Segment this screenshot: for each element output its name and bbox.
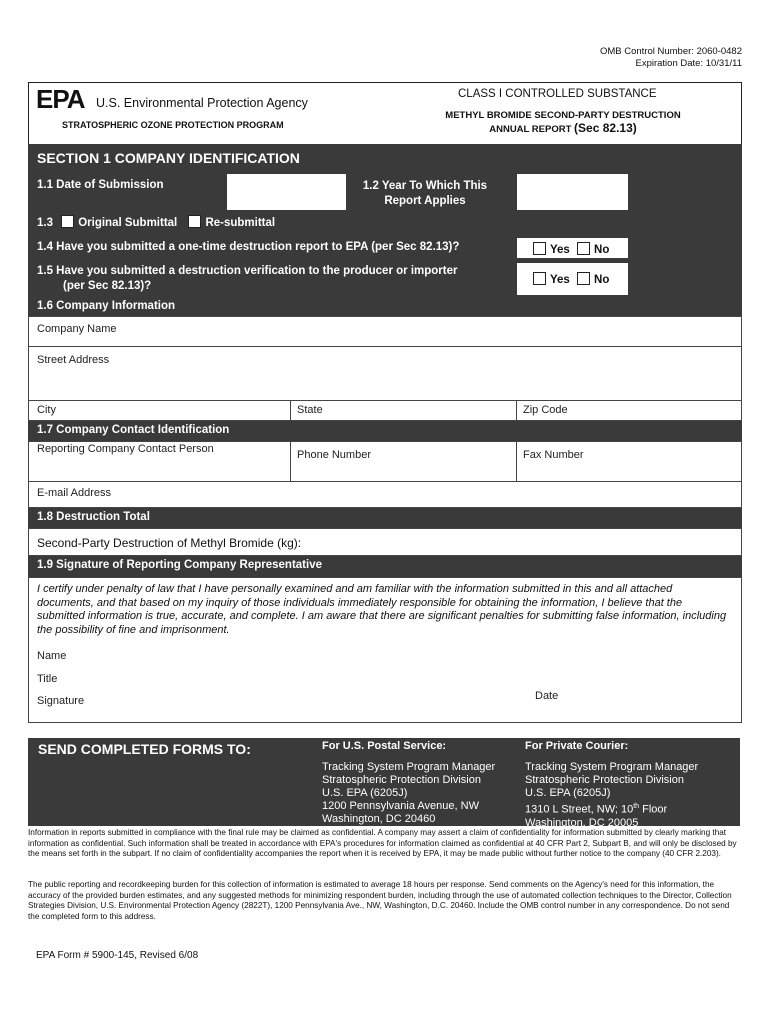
company-information-header xyxy=(28,298,742,316)
form-title-section: (Sec 82.13) xyxy=(574,121,637,135)
epa-logo: EPA xyxy=(36,84,85,114)
destruction-total-title: 1.8 Destruction Total xyxy=(37,511,150,523)
one-time-no-checkbox[interactable] xyxy=(577,242,590,255)
fax-divider xyxy=(516,442,517,482)
report-year-label xyxy=(350,179,500,209)
row-submittal-type xyxy=(28,210,742,234)
postal-line: U.S. EPA (6205J) xyxy=(322,787,408,799)
verification-yes-label: Yes xyxy=(550,274,570,286)
row-submission-year xyxy=(28,174,742,210)
one-time-report-question: 1.4 Have you submitted a one-time destruction report to EPA (per Sec 82.13)? xyxy=(37,241,460,253)
title-label: Title xyxy=(37,673,58,685)
verification-options xyxy=(517,263,628,295)
send-forms-heading: SEND COMPLETED FORMS TO: xyxy=(38,741,251,757)
burden-statement: The public reporting and recordkeeping burden for this collection of information is estimated to average 18 hours per response. Send comments on the Agency's need for this information, the accuracy of the provided burden estimates, and any suggested methods for minimizing respondent burden, including through the use of automated collection techniques to the Director, Collection Strategies Division, U.S. Environmental Protection Agency (2822T), 1200 Pennsylvania Ave., NW, Washington, D.C. 20460. Include the OMB control number in any correspondence. Do not send the completed form to this address. xyxy=(28,880,732,921)
company-name-label: Company Name xyxy=(37,323,117,335)
contact-person-label: Reporting Company Contact Person xyxy=(37,443,214,455)
email-field[interactable] xyxy=(28,482,742,508)
courier-street-line xyxy=(525,800,698,817)
form-number: EPA Form # 5900-145, Revised 6/08 xyxy=(36,950,199,961)
phone-number-label: Phone Number xyxy=(297,449,371,461)
verification-no-checkbox[interactable] xyxy=(577,272,590,285)
report-year-label-line2: Report Applies xyxy=(384,195,466,207)
verification-question-line1: 1.5 Have you submitted a destruction verification to the producer or importer xyxy=(37,265,458,277)
courier-street: 1310 L Street, NW; 10 xyxy=(525,803,634,816)
one-time-no-label: No xyxy=(594,244,610,256)
form-title-line1: METHYL BROMIDE SECOND-PARTY DESTRUCTION xyxy=(445,110,681,121)
omb-info xyxy=(600,46,742,70)
verification-question xyxy=(37,264,457,294)
street-address-field[interactable] xyxy=(28,347,742,401)
verification-question-line2: (per Sec 82.13)? xyxy=(63,280,152,292)
postal-heading: For U.S. Postal Service: xyxy=(322,740,447,752)
state-divider xyxy=(290,401,291,420)
certification-text: I certify under penalty of law that I have personally examined and am familiar with the information submitted in this and all attached documents, and that based on my inquiry of those individuals immediately responsible for obtaining the information, I believe that the submitted information is true, accurate, and complete. I am aware that there are significant penalties for submitting false information, including the possibility of fine and imprisonment. xyxy=(37,583,727,636)
signature-section-header xyxy=(28,556,742,577)
phone-divider xyxy=(290,442,291,482)
date-of-submission-input[interactable] xyxy=(227,174,346,210)
courier-line: U.S. EPA (6205J) xyxy=(525,787,611,799)
company-information-title: 1.6 Company Information xyxy=(37,300,176,312)
name-label: Name xyxy=(37,650,67,662)
email-label: E-mail Address xyxy=(37,487,111,499)
fax-number-label: Fax Number xyxy=(523,449,584,461)
one-time-yes-label: Yes xyxy=(550,244,570,256)
date-label: Date xyxy=(535,690,559,702)
contact-identification-header xyxy=(28,421,742,441)
city-label: City xyxy=(37,404,56,416)
courier-address xyxy=(525,761,698,830)
row-verification xyxy=(28,260,742,298)
omb-control-number: OMB Control Number: 2060-0482 xyxy=(599,46,742,57)
one-time-report-options xyxy=(517,238,628,258)
original-submittal-label: Original Submittal xyxy=(78,217,178,229)
postal-line: Stratospheric Protection Division xyxy=(322,774,481,786)
contact-row xyxy=(28,441,742,482)
program-name: STRATOSPHERIC OZONE PROTECTION PROGRAM xyxy=(62,120,284,130)
submittal-type-label: 1.3 xyxy=(37,217,53,229)
date-of-submission-label: 1.1 Date of Submission xyxy=(37,179,164,191)
form-title xyxy=(436,109,690,136)
form-title-line2: ANNUAL REPORT xyxy=(489,124,572,135)
state-label: State xyxy=(297,404,323,416)
courier-floor-suffix: th xyxy=(633,803,640,810)
certification-block xyxy=(28,577,742,723)
postal-line: Tracking System Program Manager xyxy=(322,761,496,773)
report-year-label-line1: 1.2 Year To Which This xyxy=(362,180,488,192)
zip-divider xyxy=(516,401,517,420)
omb-expiration-date: Expiration Date: 10/31/11 xyxy=(635,58,742,69)
signature-label: Signature xyxy=(37,695,85,707)
substance-class: CLASS I CONTROLLED SUBSTANCE xyxy=(458,88,657,100)
send-forms-box xyxy=(28,738,740,829)
original-submittal-checkbox[interactable] xyxy=(61,215,74,228)
verification-no-label: No xyxy=(594,274,610,286)
courier-line: Tracking System Program Manager xyxy=(525,761,699,773)
signature-section-title: 1.9 Signature of Reporting Company Representative xyxy=(37,559,323,571)
zip-code-label: Zip Code xyxy=(523,404,568,416)
postal-line: 1200 Pennsylvania Avenue, NW xyxy=(322,800,479,812)
street-address-label: Street Address xyxy=(37,354,110,366)
report-year-input[interactable] xyxy=(517,174,628,210)
destruction-amount-label: Second-Party Destruction of Methyl Bromide (kg): xyxy=(37,536,302,550)
postal-address xyxy=(322,761,495,826)
courier-line: Washington, DC 20005 xyxy=(525,816,639,829)
submittal-type-group xyxy=(37,215,275,229)
destruction-amount-field[interactable] xyxy=(28,528,742,556)
row-one-time-report xyxy=(28,234,742,260)
destruction-total-header xyxy=(28,508,742,528)
contact-identification-title: 1.7 Company Contact Identification xyxy=(37,424,230,436)
courier-heading: For Private Courier: xyxy=(525,740,629,752)
postal-line: Washington, DC 20460 xyxy=(322,813,436,825)
courier-floor: Floor xyxy=(639,803,668,816)
one-time-yes-checkbox[interactable] xyxy=(533,242,546,255)
agency-name: U.S. Environmental Protection Agency xyxy=(96,96,308,110)
courier-line: Stratospheric Protection Division xyxy=(525,774,684,786)
resubmittal-label: Re-submittal xyxy=(205,217,276,229)
resubmittal-checkbox[interactable] xyxy=(188,215,201,228)
section-1-header xyxy=(28,144,742,174)
confidentiality-notice: Information in reports submitted in compliance with the final rule may be claimed as confidential. A company may assert a claim of confidentiality for information submitted by clearly marking that information as confidential. Such information shall be treated in accordance with EPA's procedures for information claimed as confidential at 40 CFR Part 2, Subpart B, and will only be disclosed by the means set forth in the subpart. If no claim of confidentiality accompanies the report when it is received by EPA, it may be made public without further notice to the company (40 CFR 2.203). xyxy=(28,828,737,858)
section-1-title: SECTION 1 COMPANY IDENTIFICATION xyxy=(37,150,300,166)
company-name-field[interactable] xyxy=(28,316,742,347)
verification-yes-checkbox[interactable] xyxy=(533,272,546,285)
city-state-zip-row xyxy=(28,401,742,421)
